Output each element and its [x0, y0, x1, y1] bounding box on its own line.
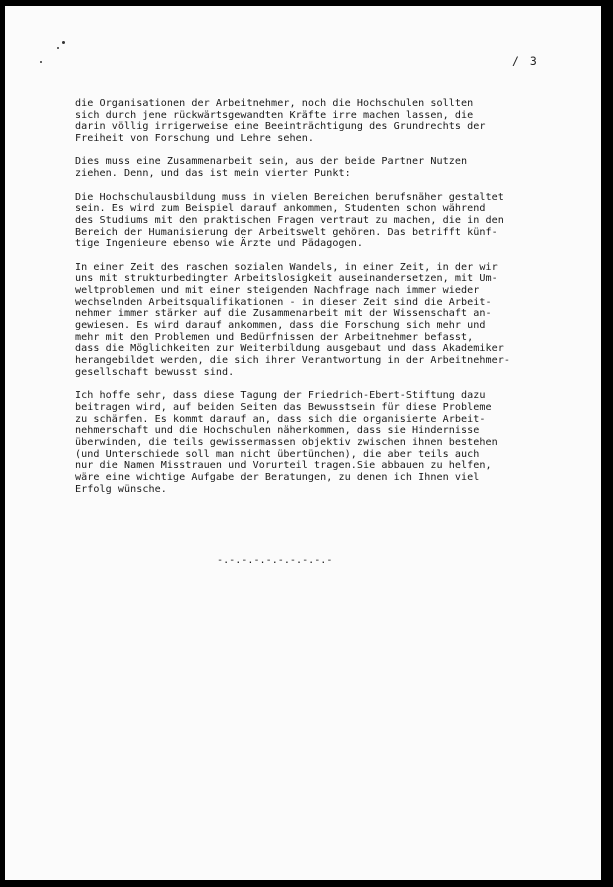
text-line: zu schärfen. Es kommt darauf an, dass sich die organisierte Arbeit- [75, 413, 486, 425]
text-line: Die Hochschulausbildung muss in vielen Bereichen berufsnäher gestaltet [75, 191, 504, 203]
text-line: gewiesen. Es wird darauf ankommen, dass die Forschung sich mehr und [75, 320, 486, 332]
scan-speck [57, 47, 59, 49]
text-line: (und Unterschiede soll man nicht übertünchen), die aber teils auch [75, 448, 480, 460]
text-line: sich durch jene rückwärtsgewandten Kräfte irre machen lassen, die [75, 109, 474, 121]
text-line: des Studiums mit den praktischen Fragen vertraut zu machen, die in den [75, 214, 504, 226]
paragraph [75, 156, 565, 179]
text-line: Ich hoffe sehr, dass diese Tagung der Friedrich-Ebert-Stiftung dazu [75, 390, 486, 402]
text-line: nehmerschaft und die Hochschulen näherkommen, dass sie Hindernisse [75, 425, 480, 437]
page-number: / 3 [512, 54, 539, 68]
text-line: Dies muss eine Zusammenarbeit sein, aus der beide Partner Nutzen [75, 156, 468, 168]
closing-mark: -.-.-.-.-.-.-.-.-.- [217, 555, 333, 566]
scan-speck [62, 41, 65, 44]
text-line: tige Ingenieure ebenso wie Ärzte und Pädagogen. [75, 238, 363, 250]
text-line: wechselnden Arbeitsqualifikationen - in dieser Zeit sind die Arbeit- [75, 296, 492, 308]
text-line: nehmer immer stärker auf die Zusammenarbeit mit der Wissenschaft an- [75, 308, 492, 320]
text-line: Freiheit von Forschung und Lehre sehen. [75, 133, 314, 145]
text-line: weltproblemen und mit einer steigenden Nachfrage nach immer wieder [75, 285, 480, 296]
paragraph [75, 98, 565, 145]
document-page [5, 6, 601, 880]
text-line: In einer Zeit des raschen sozialen Wandels, in einer Zeit, in der wir [75, 261, 498, 273]
paragraph [75, 390, 565, 495]
text-line: sein. Es wird zum Beispiel darauf ankommen, Studenten schon während [75, 203, 486, 215]
scan-speck [40, 61, 42, 63]
text-line: die Organisationen der Arbeitnehmer, noch die Hochschulen sollten [75, 98, 474, 109]
text-line: mehr mit den Problemen und Bedürfnissen der Arbeitnehmer befasst, [75, 331, 474, 343]
text-line: überwinden, die teils gewissermassen objektiv zwischen ihnen bestehen [75, 436, 498, 448]
text-line: wäre eine wichtige Aufgabe der Beratungen, zu denen ich Ihnen viel [75, 472, 480, 483]
text-line: nur die Namen Misstrauen und Vorurteil tragen.Sie abbauen zu helfen, [75, 460, 492, 472]
text-line: Erfolg wünsche. [75, 483, 167, 495]
paragraph [75, 262, 565, 379]
paragraph [75, 192, 565, 250]
text-line: gesellschaft bewusst sind. [75, 366, 235, 378]
text-line: herangebildet werden, die sich ihrer Verantwortung in der Arbeitnehmer- [75, 355, 511, 367]
text-line: ziehen. Denn, und das ist mein vierter Punkt: [75, 168, 351, 180]
text-line: dass die Möglichkeiten zur Weiterbildung ausgebaut und dass Akademiker [75, 343, 504, 355]
text-line: Bereich der Humanisierung der Arbeitswelt gehören. Das betrifft künf- [75, 226, 498, 238]
text-line: uns mit strukturbedingter Arbeitslosigkeit auseinandersetzen, mit Um- [75, 273, 498, 285]
text-line: darin völlig irrigerweise eine Beeinträchtigung des Grundrechts der [75, 121, 486, 133]
text-line: beitragen wird, auf beiden Seiten das Bewusstsein für diese Probleme [75, 401, 492, 413]
body-text [75, 98, 565, 507]
